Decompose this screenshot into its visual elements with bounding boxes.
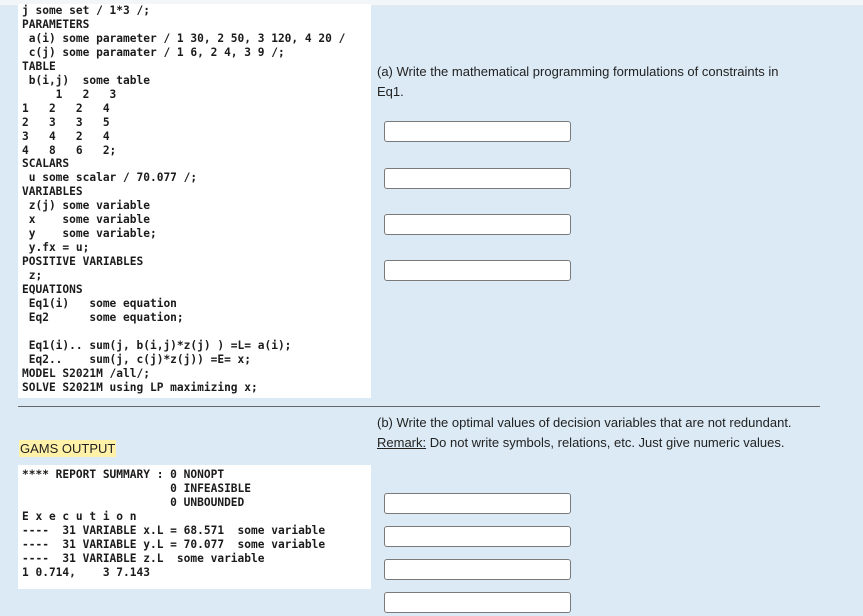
output-line: ---- 31 VARIABLE z.L some variable	[22, 551, 265, 565]
code-line: Eq2 some equation;	[22, 310, 184, 324]
code-line: 2 3 3 5	[22, 115, 110, 129]
code-line: MODEL S2021M /all/;	[22, 366, 150, 380]
output-line: ---- 31 VARIABLE x.L = 68.571 some variable	[22, 523, 326, 537]
code-line: z(j) some variable	[22, 199, 150, 213]
code-line: Eq1(i) some equation	[22, 297, 177, 311]
code-line: SCALARS	[22, 157, 70, 171]
answer-a-3[interactable]	[384, 214, 571, 235]
answer-b-2[interactable]	[384, 526, 571, 547]
code-line: POSITIVE VARIABLES	[22, 255, 144, 269]
gams-output-panel	[18, 465, 371, 589]
code-line: 3 4 2 4	[22, 129, 110, 143]
gams-output-label: GAMS OUTPUT	[20, 441, 116, 456]
output-line: E x e c u t i o n	[22, 509, 137, 523]
code-line: TABLE	[22, 59, 56, 73]
code-line: Eq1(i).. sum(j, b(i,j)*z(j) ) =L= a(i);	[22, 338, 292, 352]
gams-code-panel	[18, 4, 371, 398]
code-line: EQUATIONS	[22, 283, 83, 297]
answer-b-4[interactable]	[384, 592, 571, 613]
output-line: **** REPORT SUMMARY : 0 NONOPT	[22, 468, 225, 481]
answer-a-2[interactable]	[384, 168, 571, 189]
code-line: y.fx = u;	[22, 241, 90, 255]
question-b	[377, 413, 837, 453]
code-line: a(i) some parameter / 1 30, 2 50, 3 120, 4 20 /	[22, 31, 346, 45]
code-line: z;	[22, 269, 43, 283]
code-line: Eq2.. sum(j, c(j)*z(j)) =E= x;	[22, 352, 252, 366]
output-line: 1 0.714, 3 7.143	[22, 565, 150, 579]
question-a: (a) Write the mathematical programming formulations of constraints in Eq1.	[377, 64, 779, 99]
code-line: c(j) some paramater / 1 6, 2 4, 3 9 /;	[22, 45, 285, 59]
code-line: x some variable	[22, 213, 150, 227]
gams-code	[22, 4, 345, 395]
code-line: SOLVE S2021M using LP maximizing x;	[22, 380, 258, 394]
answer-a-4[interactable]	[384, 260, 571, 281]
code-line: u some scalar / 70.077 /;	[22, 171, 198, 185]
code-line: 4 8 6 2;	[22, 143, 117, 157]
output-line: 0 UNBOUNDED	[22, 495, 245, 509]
code-line: 1 2 2 4	[22, 101, 110, 115]
answer-a-1[interactable]	[384, 121, 571, 142]
section-divider	[18, 406, 820, 407]
remark-label: Remark:	[377, 435, 427, 450]
code-line: 1 2 3	[22, 87, 117, 101]
gams-output	[22, 468, 325, 580]
remark-text: Do not write symbols, relations, etc. Just give numeric values.	[429, 435, 785, 450]
code-line: PARAMETERS	[22, 17, 90, 31]
code-line: b(i,j) some table	[22, 73, 150, 87]
question-b-main: (b) Write the optimal values of decision variables that are not redundant.	[377, 415, 792, 430]
output-line: 0 INFEASIBLE	[22, 481, 252, 495]
answer-b-3[interactable]	[384, 559, 571, 580]
answer-b-1[interactable]	[384, 493, 571, 514]
output-line: ---- 31 VARIABLE y.L = 70.077 some variable	[22, 537, 326, 551]
code-line: y some variable;	[22, 227, 157, 241]
code-line: j some set / 1*3 /;	[22, 4, 150, 17]
code-line: VARIABLES	[22, 185, 83, 199]
